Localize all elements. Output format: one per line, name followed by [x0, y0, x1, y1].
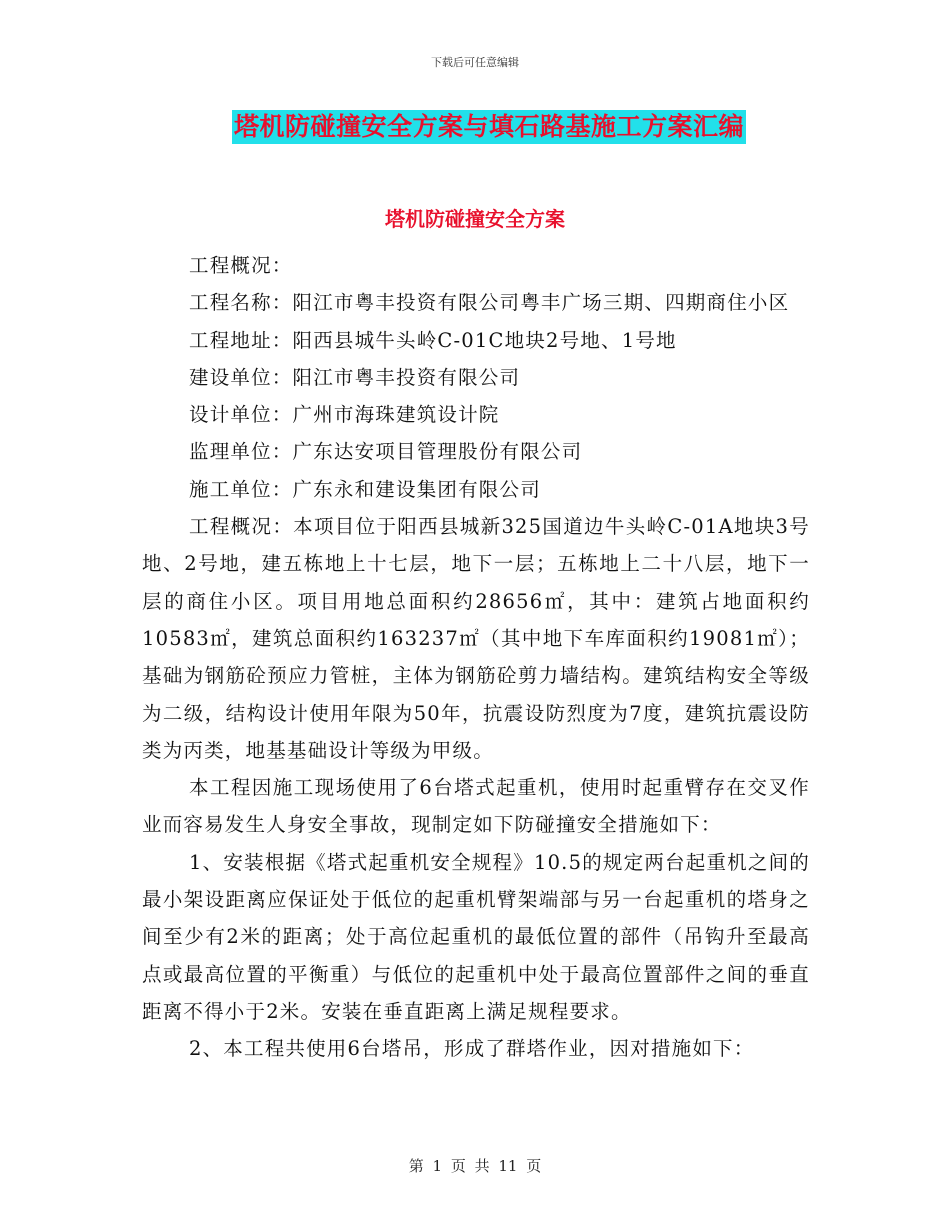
paragraph: 工程地址：阳西县城牛头岭C-01C地块2号地、1号地 — [189, 328, 677, 352]
paragraph: 工程概况： — [189, 254, 293, 277]
document-title-text: 塔机防碰撞安全方案与填石路基施工方案汇编 — [232, 110, 746, 144]
document-title — [0, 110, 950, 144]
paragraph: 监理单位：广东达安项目管理股份有限公司 — [189, 440, 583, 464]
paragraph: 1、安装根据《塔式起重机安全规程》10.5的规定两台起重机之间的最小架设距离应保证处于低位的起重机臂架端部与另一台起重机的塔身之间至少有2米的距离；处于高位起重机的最低位置的部件（吊钩升至最高点或最高位置的平衡重）与低位的起重机中处于最高位置部件之间的垂直距离不得小于2米。安装在垂直距离上满足规程要求。 — [142, 850, 810, 1023]
page-footer: 第 1 页 共 11 页 — [408, 1157, 542, 1175]
paragraph: 施工单位：广东永和建设集团有限公司 — [189, 477, 541, 501]
header-note: 下载后可任意编辑 — [431, 56, 519, 69]
document-body — [142, 247, 810, 1068]
paragraph: 工程概况：本项目位于阳西县城新325国道边牛头岭C-01A地块3号地、2号地，建五栋地上十七层，地下一层；五栋地上二十八层，地下一层的商住小区。项目用地总面积约28656㎡，其中：建筑占地面积约10583㎡，建筑总面积约163237㎡（其中地下车库面积约19081㎡）；基础为钢筋砼预应力管桩，主体为钢筋砼剪力墙结构。建筑结构安全等级为二级，结构设计使用年限为50年，抗震设防烈度为7度，建筑抗震设防类为丙类，地基基础设计等级为甲级。 — [142, 515, 810, 762]
section-title: 塔机防碰撞安全方案 — [385, 207, 565, 231]
paragraph: 设计单位：广州市海珠建筑设计院 — [189, 403, 500, 427]
paragraph: 2、本工程共使用6台塔吊，形成了群塔作业，因对措施如下： — [189, 1037, 755, 1061]
paragraph: 建设单位：阳江市粤丰投资有限公司 — [189, 365, 521, 389]
paragraph: 工程名称：阳江市粤丰投资有限公司粤丰广场三期、四期商住小区 — [189, 291, 790, 315]
paragraph: 本工程因施工现场使用了6台塔式起重机，使用时起重臂存在交叉作业而容易发生人身安全事故，现制定如下防碰撞安全措施如下： — [142, 776, 810, 837]
